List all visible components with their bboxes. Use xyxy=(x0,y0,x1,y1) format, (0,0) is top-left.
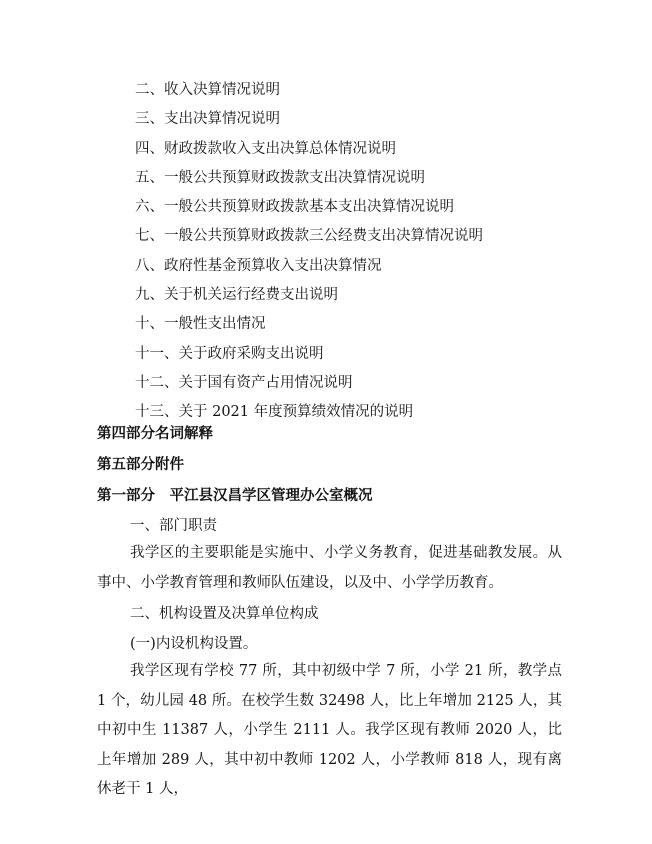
part1-heading: 第一部分 平江县汉昌学区管理办公室概况 xyxy=(97,488,373,504)
section2-paragraph: 我学区现有学校 77 所，其中初级中学 7 所，小学 21 所，教学点 1 个，幼儿园 48 所。在校学生数 32498 人，比上年增加 2125 人，其中初中生 11387 人，小学生 2111 人。我学区现有教师 2020 人，比上年增加 289 人，其中初中教师 1202 人，小学教师 818 人，现有离休老干 1 人， xyxy=(97,663,562,797)
toc-item: 三、支出决算情况说明 xyxy=(135,111,280,128)
part4-heading: 第四部分名词解释 xyxy=(97,426,213,442)
toc-item: 十二、关于国有资产占用情况说明 xyxy=(135,374,353,391)
toc-item: 十一、关于政府采购支出说明 xyxy=(135,345,324,362)
toc-item: 四、财政拨款收入支出决算总体情况说明 xyxy=(135,140,396,157)
toc-item: 二、收入决算情况说明 xyxy=(135,82,280,98)
toc-item: 五、一般公共预算财政拨款支出决算情况说明 xyxy=(135,169,425,186)
table-of-contents xyxy=(135,76,483,428)
part5-heading: 第五部分附件 xyxy=(97,457,184,473)
toc-item: 九、关于机关运行经费支出说明 xyxy=(135,287,338,304)
section1-title: 一、部门职责 xyxy=(130,518,217,534)
toc-item: 七、一般公共预算财政拨款三公经费支出决算情况说明 xyxy=(135,228,483,245)
section2-title: 二、机构设置及决算单位构成 xyxy=(130,606,319,622)
toc-item: 十、一般性支出情况 xyxy=(135,316,266,333)
toc-item: 十三、关于 2021 年度预算绩效情况的说明 xyxy=(135,404,414,421)
toc-item: 八、政府性基金预算收入支出决算情况 xyxy=(135,257,382,274)
section1-paragraph: 我学区的主要职能是实施中、小学义务教育，促进基础教发展。从事中、小学教育管理和教师队伍建设，以及中、小学学历教育。 xyxy=(97,545,562,591)
toc-item: 六、一般公共预算财政拨款基本支出决算情况说明 xyxy=(135,199,454,216)
section2-subtitle: (一)内设机构设置。 xyxy=(130,636,258,652)
